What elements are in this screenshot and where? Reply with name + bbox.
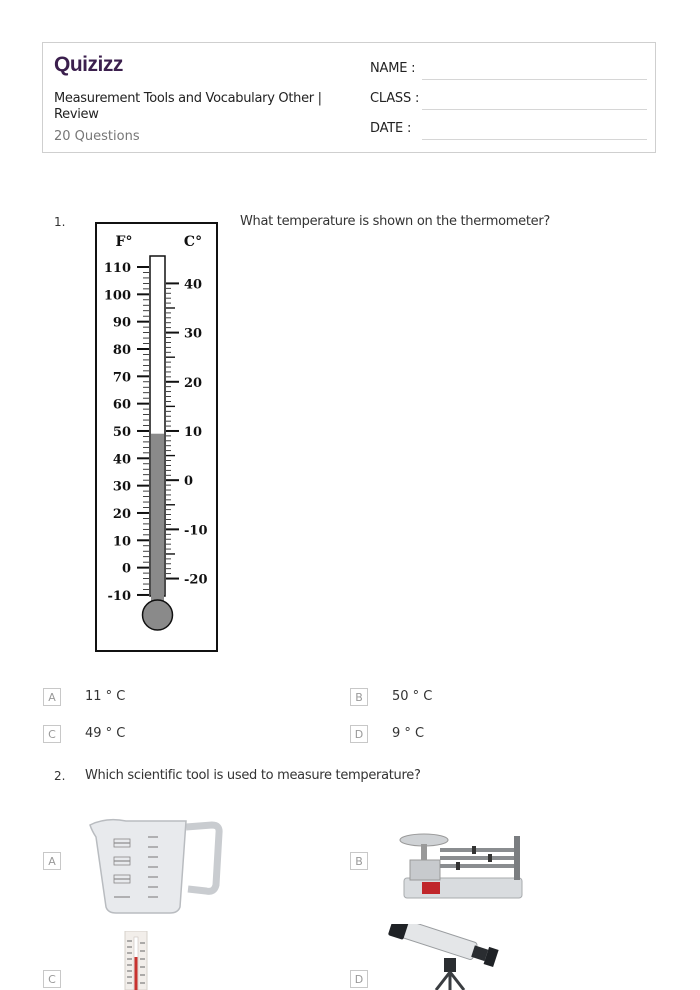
f-tick-label: 110 — [103, 261, 131, 276]
date-label: DATE : — [370, 121, 412, 136]
c-tick-label: 30 — [184, 326, 203, 342]
f-tick-label: 80 — [112, 342, 131, 358]
question-1-text: What temperature is shown on the thermometer? — [240, 214, 550, 229]
c-tick-label: 10 — [184, 424, 203, 440]
name-label: NAME : — [370, 61, 416, 76]
q1-option-d-box[interactable]: D — [350, 725, 368, 743]
c-tick-label: -20 — [184, 572, 208, 588]
f-tick-label: 40 — [112, 452, 131, 468]
q1-option-c-box[interactable]: C — [43, 725, 61, 743]
fahrenheit-header: F° — [115, 234, 133, 250]
worksheet-header — [42, 42, 656, 153]
q2-option-d-box[interactable]: D — [350, 970, 368, 988]
f-tick-label: 90 — [112, 315, 131, 331]
date-field[interactable] — [422, 139, 647, 140]
q2-option-a-box[interactable]: A — [43, 852, 61, 870]
class-field[interactable] — [422, 109, 647, 110]
f-tick-label: 20 — [112, 506, 131, 522]
thermometer-mercury — [151, 434, 164, 602]
q1-option-d-text[interactable]: 9 ° C — [392, 726, 425, 741]
q1-option-b-box[interactable]: B — [350, 688, 368, 706]
f-tick-label: -10 — [107, 588, 131, 604]
question-2-number: 2. — [54, 769, 66, 783]
triple-beam-balance-icon[interactable] — [396, 826, 528, 906]
q1-option-c-text[interactable]: 49 ° C — [85, 726, 126, 741]
class-label: CLASS : — [370, 91, 420, 106]
quizizz-logo: Quizizz — [54, 53, 123, 76]
f-tick-label: 10 — [112, 534, 131, 550]
q1-option-a-text[interactable]: 11 ° C — [85, 689, 126, 704]
q2-option-c-box[interactable]: C — [43, 970, 61, 988]
c-tick-label: 0 — [184, 474, 194, 490]
question-2-text: Which scientific tool is used to measure temperature? — [85, 768, 421, 783]
c-tick-label: 40 — [184, 277, 203, 293]
c-tick-label: 20 — [184, 375, 203, 391]
question-1-number: 1. — [54, 215, 66, 229]
q2-option-b-box[interactable]: B — [350, 852, 368, 870]
f-tick-label: 0 — [121, 561, 131, 577]
f-tick-label: 50 — [112, 424, 131, 440]
question-count: 20 Questions — [54, 129, 140, 144]
f-tick-label: 100 — [103, 288, 131, 304]
c-tick-label: -10 — [184, 523, 208, 539]
measuring-cup-icon[interactable] — [86, 815, 224, 915]
name-field[interactable] — [422, 79, 647, 80]
celsius-header: C° — [183, 234, 203, 250]
telescope-icon[interactable] — [388, 924, 508, 990]
thermometer-bulb — [143, 600, 173, 630]
f-tick-label: 70 — [112, 370, 131, 386]
q1-option-a-box[interactable]: A — [43, 688, 61, 706]
worksheet-title: Measurement Tools and Vocabulary Other | Review — [54, 91, 322, 122]
f-tick-label: 30 — [112, 479, 131, 495]
q1-option-b-text[interactable]: 50 ° C — [392, 689, 433, 704]
thermometer-figure — [95, 222, 218, 652]
thermometer-icon[interactable] — [121, 931, 153, 990]
f-tick-label: 60 — [112, 397, 131, 413]
